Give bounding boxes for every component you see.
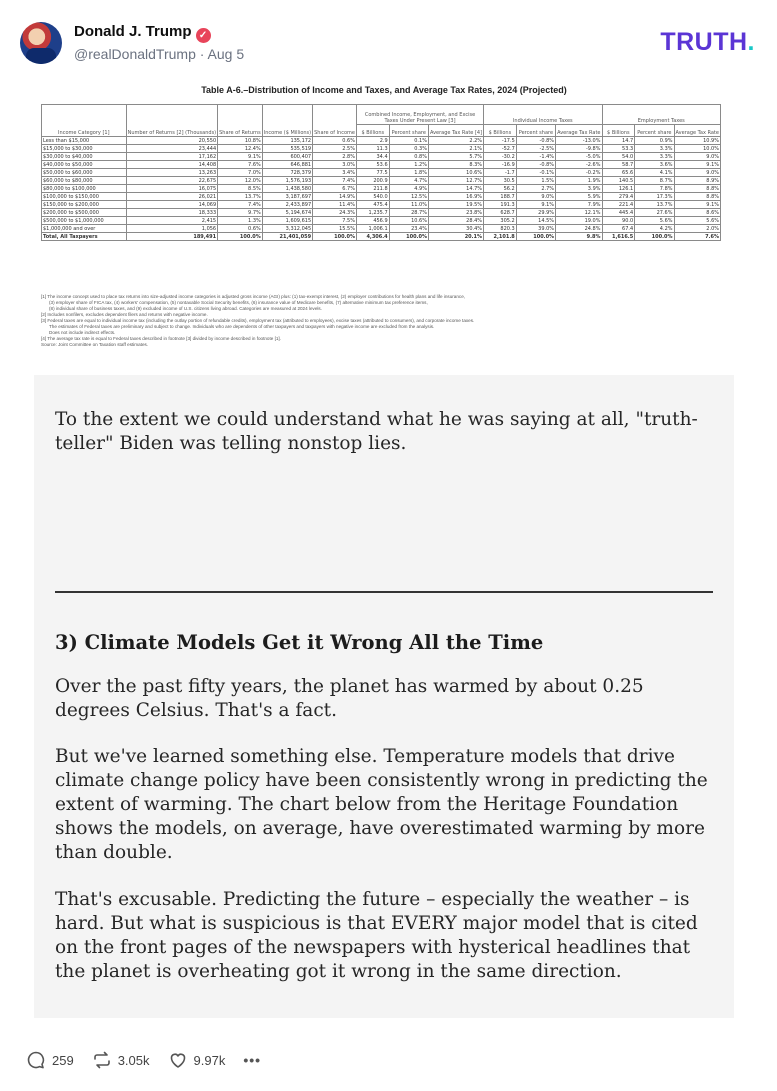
row-label: $500,000 to $1,000,000 xyxy=(42,217,127,225)
table-cell: 11.3 xyxy=(356,145,389,153)
author-name[interactable] xyxy=(74,23,211,43)
group-header-individual: Individual Income Taxes xyxy=(484,105,602,125)
table-row xyxy=(42,225,721,233)
table-cell: 191.3 xyxy=(484,201,517,209)
table-cell: 305.2 xyxy=(484,217,517,225)
column-header: Income Category [1] xyxy=(42,105,127,137)
table-cell: 23,444 xyxy=(126,145,218,153)
row-label: $200,000 to $500,000 xyxy=(42,209,127,217)
column-header: Percent share xyxy=(635,124,674,136)
table-cell: 200.9 xyxy=(356,177,389,185)
table-cell: 16.9% xyxy=(428,193,483,201)
table-cell: 1.3% xyxy=(218,217,263,225)
table-cell: 456.9 xyxy=(356,217,389,225)
table-cell: 28.4% xyxy=(428,217,483,225)
table-total-row xyxy=(42,233,721,241)
table-cell: 10.8% xyxy=(218,137,263,145)
table-cell: 54.0 xyxy=(602,153,635,161)
table-cell: 8.9% xyxy=(674,177,721,185)
table-cell: 2.1% xyxy=(428,145,483,153)
row-label: $60,000 to $80,000 xyxy=(42,177,127,185)
table-cell: 20.1% xyxy=(428,233,483,241)
table-cell: 126.1 xyxy=(602,185,635,193)
footnote-line: Source: Joint Committee on Taxation staff estimates. xyxy=(41,342,149,347)
table-row xyxy=(42,169,721,177)
table-cell: 15.5% xyxy=(313,225,357,233)
table-cell: 535,519 xyxy=(262,145,312,153)
table-cell: 100.0% xyxy=(635,233,674,241)
section-heading: 3) Climate Models Get it Wrong All the Time xyxy=(55,631,544,654)
table-cell: 7.5% xyxy=(313,217,357,225)
table-cell: 279.4 xyxy=(602,193,635,201)
table-row xyxy=(42,153,721,161)
table-cell: 2.2% xyxy=(428,137,483,145)
table-cell: 26,021 xyxy=(126,193,218,201)
table-cell: 1,438,580 xyxy=(262,185,312,193)
table-cell: 2.0% xyxy=(674,225,721,233)
table-cell: 1.9% xyxy=(556,177,602,185)
footnote-line: [4] The average tax rate is equal to Federal taxes described in footnote [3] divided by income described in footnote [1]. xyxy=(41,336,281,341)
table-cell: 600,407 xyxy=(262,153,312,161)
article-paragraph: To the extent we could understand what he was saying at all, "truth-teller" Biden was telling nonstop lies. xyxy=(55,409,698,454)
table-cell: 2.9 xyxy=(356,137,389,145)
table-cell: 4.1% xyxy=(635,169,674,177)
group-header-employment: Employment Taxes xyxy=(602,105,721,125)
table-cell: 23.4% xyxy=(389,225,428,233)
table-cell: 53.6 xyxy=(356,161,389,169)
table-cell: 2,101.8 xyxy=(484,233,517,241)
column-header: Percent share xyxy=(516,124,555,136)
table-cell: 1.5% xyxy=(516,177,555,185)
table-cell: 221.4 xyxy=(602,201,635,209)
table-cell: -0.8% xyxy=(516,161,555,169)
table-cell: 28.7% xyxy=(389,209,428,217)
table-cell: 14,408 xyxy=(126,161,218,169)
table-cell: 13.7% xyxy=(218,193,263,201)
table-row xyxy=(42,177,721,185)
verified-badge-icon: ✓ xyxy=(196,28,211,43)
table-cell: 65.6 xyxy=(602,169,635,177)
table-cell: 8.5% xyxy=(218,185,263,193)
table-cell: 188.7 xyxy=(484,193,517,201)
table-cell: 2.5% xyxy=(313,145,357,153)
table-cell: 23.8% xyxy=(428,209,483,217)
table-cell: 3.0% xyxy=(313,161,357,169)
table-cell: 9.7% xyxy=(218,209,263,217)
column-header: Number of Returns [2] (Thousands) xyxy=(126,105,218,137)
table-row xyxy=(42,161,721,169)
table-cell: 1,056 xyxy=(126,225,218,233)
table-cell: 27.6% xyxy=(635,209,674,217)
avatar[interactable] xyxy=(20,22,62,64)
table-cell: 58.7 xyxy=(602,161,635,169)
table-cell: 19.5% xyxy=(428,201,483,209)
table-cell: 56.2 xyxy=(484,185,517,193)
table-row xyxy=(42,193,721,201)
table-cell: 100.0% xyxy=(313,233,357,241)
table-cell: 100.0% xyxy=(218,233,263,241)
table-cell: 13,263 xyxy=(126,169,218,177)
table-cell: 9.0% xyxy=(674,153,721,161)
table-cell: 29.9% xyxy=(516,209,555,217)
article-paragraph: But we've learned something else. Temperature models that drive climate change policy have been consistently wrong in predicting the extent of warming. The chart below from the Heritage Foundation shows the models, on average, have overestimated warming by more than double. xyxy=(55,746,708,863)
table-cell: 1.2% xyxy=(389,161,428,169)
author-name-text: Donald J. Trump xyxy=(74,23,192,40)
row-label: $15,000 to $30,000 xyxy=(42,145,127,153)
table-cell: 10.0% xyxy=(674,145,721,153)
row-label: $100,000 to $150,000 xyxy=(42,193,127,201)
table-cell: 135,172 xyxy=(262,137,312,145)
footnote-line: [2] Includes nonfilers, excludes dependent filers and returns with negative income. xyxy=(41,312,208,317)
table-cell: 5.6% xyxy=(674,217,721,225)
table-cell: 5.9% xyxy=(556,193,602,201)
table-cell: 475.4 xyxy=(356,201,389,209)
table-cell: 2.8% xyxy=(313,153,357,161)
table-cell: 1.8% xyxy=(389,169,428,177)
like-count: 9.97k xyxy=(193,1052,226,1068)
group-header-combined: Combined Income, Employment, and Excise Taxes Under Present Law [3] xyxy=(356,105,483,125)
table-cell: 2,433,897 xyxy=(262,201,312,209)
table-row xyxy=(42,201,721,209)
column-header: Average Tax Rate xyxy=(556,124,602,136)
table-cell: 13.7% xyxy=(635,201,674,209)
table-cell: 11.0% xyxy=(389,201,428,209)
table-cell: -2.6% xyxy=(556,161,602,169)
row-label: $1,000,000 and over xyxy=(42,225,127,233)
table-cell: 445.4 xyxy=(602,209,635,217)
table-row xyxy=(42,209,721,217)
table-cell: 1,609,615 xyxy=(262,217,312,225)
footnote-line: [3] Federal taxes are equal to individual income tax (including the outlay portion of refundable credits), employment tax (attributed to employees), excise taxes (attributed to consumers), and corporate income taxes. xyxy=(41,318,475,323)
table-cell: 9.1% xyxy=(218,153,263,161)
table-cell: 30.5 xyxy=(484,177,517,185)
column-header: Average Tax Rate [4] xyxy=(428,124,483,136)
table-cell: 9.0% xyxy=(516,193,555,201)
table-cell: 14.7 xyxy=(602,137,635,145)
table-cell: 0.8% xyxy=(389,153,428,161)
table-cell: 1,616.5 xyxy=(602,233,635,241)
table-cell: 12.1% xyxy=(556,209,602,217)
table-cell: -30.2 xyxy=(484,153,517,161)
table-cell: 5.6% xyxy=(635,217,674,225)
table-cell: 0.6% xyxy=(218,225,263,233)
table-cell: 67.4 xyxy=(602,225,635,233)
table-cell: 7.4% xyxy=(313,177,357,185)
table-cell: 7.6% xyxy=(674,233,721,241)
table-cell: 16,075 xyxy=(126,185,218,193)
reply-button[interactable] xyxy=(26,1050,74,1070)
row-label: Less than $15,000 xyxy=(42,137,127,145)
meta-separator: · xyxy=(199,46,205,62)
table-cell: 8.8% xyxy=(674,185,721,193)
table-row xyxy=(42,185,721,193)
table-cell: 1,235.7 xyxy=(356,209,389,217)
table-cell: -1.7 xyxy=(484,169,517,177)
reply-icon xyxy=(26,1050,46,1070)
truth-social-logo[interactable] xyxy=(660,28,755,57)
table-cell: 10.6% xyxy=(428,169,483,177)
table-cell: 3.4% xyxy=(313,169,357,177)
table-cell: 2.7% xyxy=(516,185,555,193)
table-cell: 3.9% xyxy=(556,185,602,193)
table-cell: 18,333 xyxy=(126,209,218,217)
table-cell: 20,550 xyxy=(126,137,218,145)
table-cell: 9.1% xyxy=(674,201,721,209)
table-cell: 14.7% xyxy=(428,185,483,193)
table-cell: 9.1% xyxy=(516,201,555,209)
post-image[interactable] xyxy=(34,78,734,1018)
table-cell: 8.3% xyxy=(428,161,483,169)
section-divider xyxy=(55,591,713,593)
footnote-line: The estimates of Federal taxes are preliminary and subject to change. Individuals who are dependents of other taxpayers and taxpayers with negative income are excluded from the analysis. xyxy=(49,324,435,329)
column-header: $ Billions xyxy=(484,124,517,136)
table-cell: 7.4% xyxy=(218,201,263,209)
table-cell: 6.7% xyxy=(313,185,357,193)
tax-table xyxy=(41,104,721,241)
table-cell: 22,675 xyxy=(126,177,218,185)
table-cell: 540.0 xyxy=(356,193,389,201)
table-footnotes xyxy=(41,294,721,348)
column-header: Average Tax Rate xyxy=(674,124,721,136)
article-paragraph: That's excusable. Predicting the future – especially the weather – is hard. But what is suspicious is that EVERY major model that is cited on the front pages of the newspapers with hysterical headlines that the planet is overheating got it wrong in the same direction. xyxy=(55,889,698,982)
table-cell: -0.1% xyxy=(516,169,555,177)
table-cell: 3.3% xyxy=(635,153,674,161)
table-cell: 3.6% xyxy=(635,161,674,169)
table-cell: 0.1% xyxy=(389,137,428,145)
table-cell: 100.0% xyxy=(389,233,428,241)
row-label: $40,000 to $50,000 xyxy=(42,161,127,169)
table-cell: 1,576,193 xyxy=(262,177,312,185)
table-cell: 3,187,697 xyxy=(262,193,312,201)
table-cell: 646,881 xyxy=(262,161,312,169)
column-header: $ Billions xyxy=(356,124,389,136)
table-cell: -52.7 xyxy=(484,145,517,153)
tax-table-section xyxy=(34,78,734,375)
table-cell: 100.0% xyxy=(516,233,555,241)
table-cell: 140.5 xyxy=(602,177,635,185)
article-paragraph: Over the past fifty years, the planet has warmed by about 0.25 degrees Celsius. That's a fact. xyxy=(55,676,644,721)
table-cell: 17.3% xyxy=(635,193,674,201)
table-cell: 39.0% xyxy=(516,225,555,233)
brand-dot: . xyxy=(747,28,755,56)
table-cell: 3.3% xyxy=(635,145,674,153)
footnote-line: Does not include indirect effects. xyxy=(49,330,116,335)
table-cell: 10.9% xyxy=(674,137,721,145)
column-header: Income ($ Millions) xyxy=(262,105,312,137)
table-cell: 0.9% xyxy=(635,137,674,145)
table-cell: 30.4% xyxy=(428,225,483,233)
table-cell: 728,379 xyxy=(262,169,312,177)
table-cell: 19.0% xyxy=(556,217,602,225)
table-row xyxy=(42,137,721,145)
more-icon: ••• xyxy=(243,1052,262,1068)
table-cell: 7.0% xyxy=(218,169,263,177)
table-cell: 12.7% xyxy=(428,177,483,185)
table-cell: 8.7% xyxy=(635,177,674,185)
table-cell: 21,401,059 xyxy=(262,233,312,241)
table-cell: 14.9% xyxy=(313,193,357,201)
table-cell: 14.5% xyxy=(516,217,555,225)
table-cell: -5.0% xyxy=(556,153,602,161)
table-cell: 2,415 xyxy=(126,217,218,225)
table-cell: 628.7 xyxy=(484,209,517,217)
footnote-line: [1] The income concept used to place tax returns into size-adjusted income categories is adjusted gross income (AGI) plus: (1) tax-exempt interest, (2) employer contributions for health plans and life insurance, xyxy=(41,294,466,299)
table-body xyxy=(42,137,721,241)
table-cell: 189,491 xyxy=(126,233,218,241)
table-cell: -0.2% xyxy=(556,169,602,177)
table-cell: 11.4% xyxy=(313,201,357,209)
post-header xyxy=(20,20,757,66)
table-cell: -0.8% xyxy=(516,137,555,145)
table-cell: 8.6% xyxy=(674,209,721,217)
table-row xyxy=(42,217,721,225)
like-button[interactable] xyxy=(168,1050,226,1070)
table-cell: 34.4 xyxy=(356,153,389,161)
table-cell: -2.5% xyxy=(516,145,555,153)
table-cell: 9.0% xyxy=(674,169,721,177)
more-options-button[interactable] xyxy=(243,1052,261,1068)
table-cell: 4.7% xyxy=(389,177,428,185)
table-cell: -1.4% xyxy=(516,153,555,161)
table-cell: -9.8% xyxy=(556,145,602,153)
reply-count: 259 xyxy=(52,1052,74,1068)
table-cell: 0.6% xyxy=(313,137,357,145)
row-label: $30,000 to $40,000 xyxy=(42,153,127,161)
table-cell: 4.9% xyxy=(389,185,428,193)
footnote-line: (3) employer share of FICA tax, (4) workers' compensation, (5) nontaxable Social Security benefits, (6) insurance value of Medicare benefits, (7) alternative minimum tax preference items, xyxy=(49,300,428,305)
table-cell: 12.5% xyxy=(389,193,428,201)
table-cell: 5.7% xyxy=(428,153,483,161)
table-cell: 8.8% xyxy=(674,193,721,201)
post-actions xyxy=(26,1048,279,1072)
retruth-button[interactable] xyxy=(92,1050,150,1070)
table-cell: 1,006.1 xyxy=(356,225,389,233)
table-cell: 820.3 xyxy=(484,225,517,233)
table-cell: 12.4% xyxy=(218,145,263,153)
row-label: $50,000 to $60,000 xyxy=(42,169,127,177)
post-meta xyxy=(74,46,244,62)
table-cell: -13.0% xyxy=(556,137,602,145)
retruth-icon xyxy=(92,1050,112,1070)
heart-icon xyxy=(168,1050,188,1070)
table-cell: 7.9% xyxy=(556,201,602,209)
table-cell: 10.6% xyxy=(389,217,428,225)
row-label: $80,000 to $100,000 xyxy=(42,185,127,193)
column-header: $ Billions xyxy=(602,124,635,136)
author-handle[interactable]: @realDonaldTrump xyxy=(74,46,196,62)
row-label: Total, All Taxpayers xyxy=(42,233,127,241)
row-label: $150,000 to $200,000 xyxy=(42,201,127,209)
table-cell: 9.8% xyxy=(556,233,602,241)
brand-text: TRUTH xyxy=(660,28,748,56)
table-cell: 7.8% xyxy=(635,185,674,193)
table-cell: 3,312,045 xyxy=(262,225,312,233)
table-cell: 0.3% xyxy=(389,145,428,153)
footnote-line: (8) individual share of business taxes, and (9) excluded income of U.S. citizens living abroad. Categories are measured at 2024 levels. xyxy=(49,306,322,311)
table-cell: 14,069 xyxy=(126,201,218,209)
table-cell: 17,162 xyxy=(126,153,218,161)
table-cell: 4.2% xyxy=(635,225,674,233)
post-date[interactable]: Aug 5 xyxy=(207,46,245,62)
table-cell: 90.0 xyxy=(602,217,635,225)
table-cell: 24.8% xyxy=(556,225,602,233)
column-header: Share of Returns xyxy=(218,105,263,137)
table-cell: 211.8 xyxy=(356,185,389,193)
table-cell: 77.5 xyxy=(356,169,389,177)
table-cell: 5,194,674 xyxy=(262,209,312,217)
table-cell: 7.6% xyxy=(218,161,263,169)
table-title: Table A-6.–Distribution of Income and Taxes, and Average Tax Rates, 2024 (Projected) xyxy=(201,85,567,95)
table-cell: 53.3 xyxy=(602,145,635,153)
table-cell: -17.5 xyxy=(484,137,517,145)
column-header: Percent share xyxy=(389,124,428,136)
table-cell: 12.0% xyxy=(218,177,263,185)
table-cell: 24.3% xyxy=(313,209,357,217)
table-cell: 4,306.4 xyxy=(356,233,389,241)
table-cell: -16.9 xyxy=(484,161,517,169)
retruth-count: 3.05k xyxy=(117,1052,150,1068)
table-row xyxy=(42,145,721,153)
table-cell: 9.1% xyxy=(674,161,721,169)
column-header: Share of Income xyxy=(313,105,357,137)
